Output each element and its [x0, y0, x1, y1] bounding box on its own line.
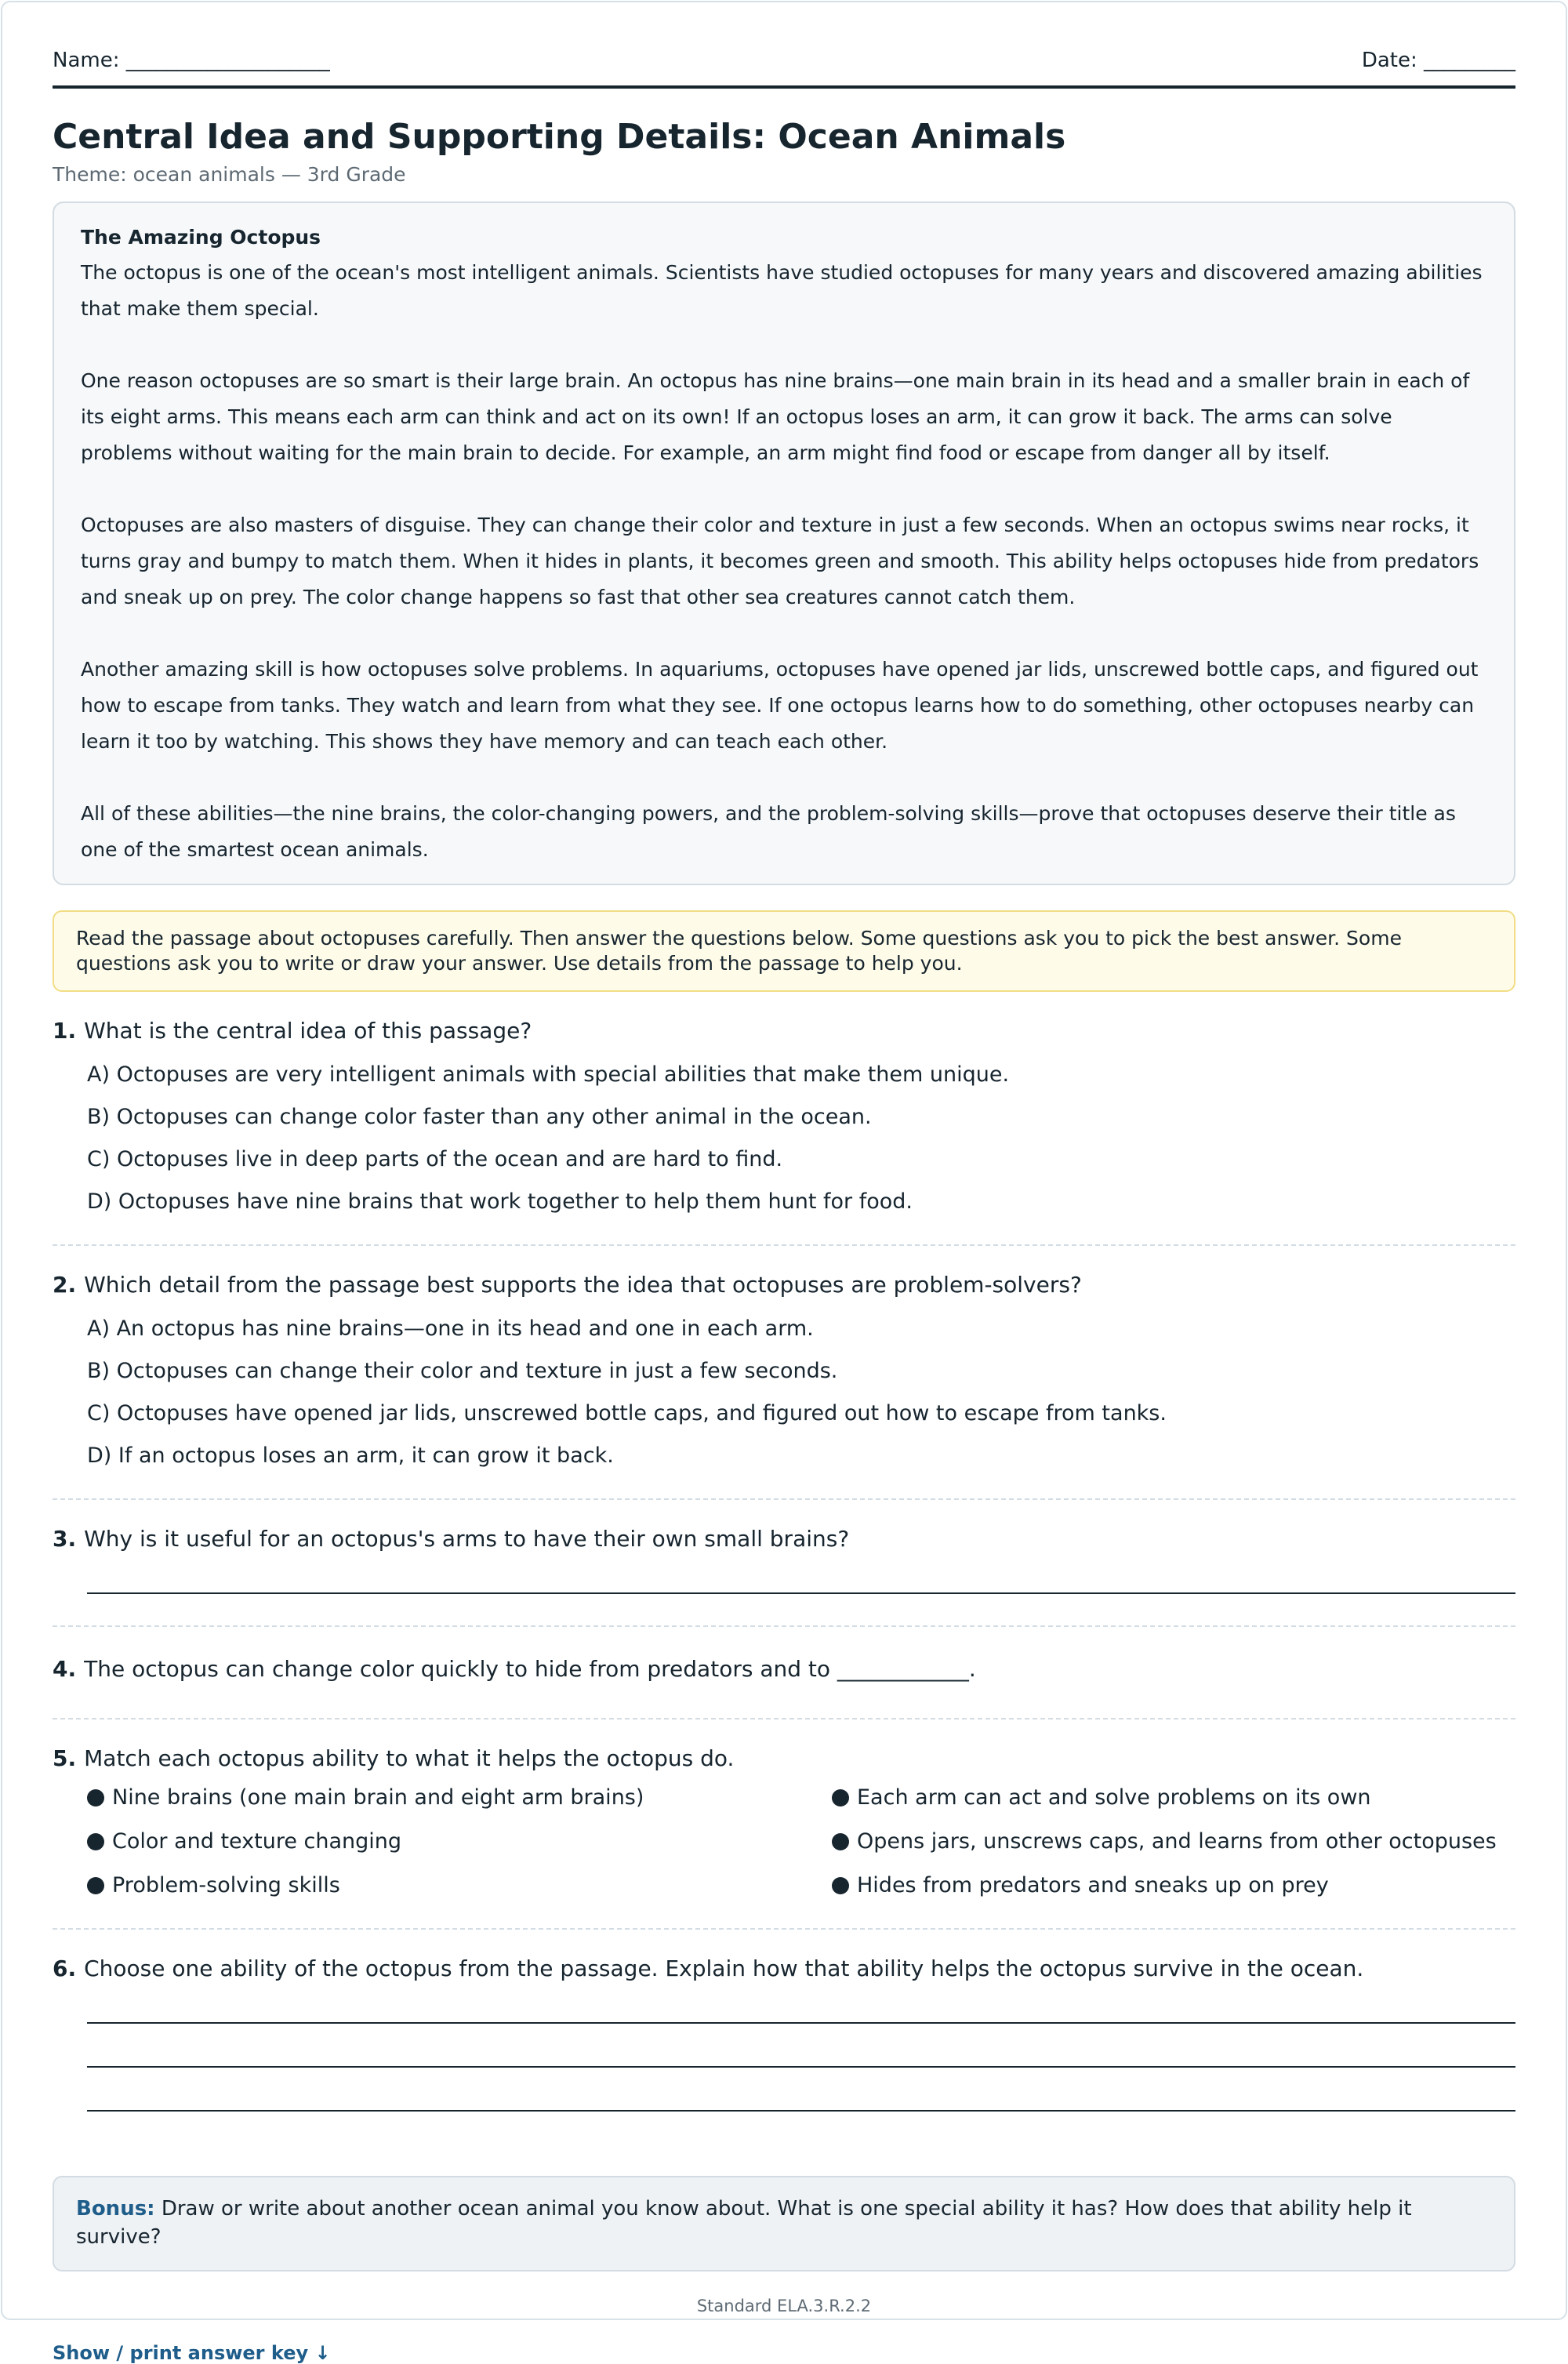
name-date-row [53, 46, 1515, 89]
answer-key-link[interactable]: Show / print answer key ↓ [53, 2342, 331, 2364]
bonus-text: Draw or write about another ocean animal you know about. What is one special ability it has? How does that ability help it survive? [76, 2197, 1412, 2249]
question-3 [53, 1500, 1515, 1627]
question-text: What is the central idea of this passage? [84, 1018, 532, 1044]
bullet-dot-icon [832, 1877, 849, 1894]
standard-code: Standard ELA.3.R.2.2 [696, 2297, 872, 2315]
answer-choices [53, 1055, 1515, 1224]
passage-paragraph: One reason octopuses are so smart is their large brain. An octopus has nine brains—one main brain in its head and a smaller brain in each of its eight arms. This means each arm can think and act on its own! If an octopus loses an arm, it can grow it back. The arms can solve problems without waiting for the main brain to decide. For example, an arm might find food or escape from danger all by itself. [81, 369, 1470, 464]
question-stem [53, 1523, 1515, 1555]
passage-title: The Amazing Octopus [81, 226, 321, 249]
question-number: 2. [53, 1272, 77, 1298]
choice-c[interactable]: C) Octopuses live in deep parts of the ocean and are hard to find. [87, 1147, 783, 1171]
matching-grid [53, 1784, 1515, 1900]
choice-b[interactable]: B) Octopuses can change color faster than any other animal in the ocean. [87, 1105, 872, 1129]
question-1 [53, 992, 1515, 1246]
question-text: Why is it useful for an octopus's arms to have their own small brains? [84, 1526, 850, 1552]
choice-d[interactable]: D) If an octopus loses an arm, it can grow it back. [87, 1443, 614, 1468]
question-stem [53, 1015, 1515, 1047]
question-number: 3. [53, 1526, 77, 1552]
question-5 [53, 1719, 1515, 1930]
question-stem [53, 1953, 1515, 1985]
bullet-dot-icon [87, 1877, 104, 1894]
question-number: 6. [53, 1955, 77, 1981]
choice-d[interactable]: D) Octopuses have nine brains that work together to help them hunt for food. [87, 1189, 913, 1214]
passage-paragraph: Octopuses are also masters of disguise. They can change their color and texture in just a few seconds. When an octopus swims near rocks, it turns gray and bumpy to match them. When it hides in plants, it becomes green and smooth. This ability helps octopuses hide from predators and sneak up on prey. The color change happens so fast that other sea creatures cannot catch them. [81, 514, 1479, 608]
answer-line[interactable] [87, 2066, 1515, 2068]
choice-c[interactable]: C) Octopuses have opened jar lids, unscrewed bottle caps, and figured out how to escape from tanks. [87, 1401, 1167, 1425]
bullet-dot-icon [87, 1833, 104, 1850]
bullet-dot-icon [832, 1833, 849, 1850]
answer-line[interactable] [87, 2022, 1515, 2024]
question-text: Which detail from the passage best supports the idea that octopuses are problem-solvers? [84, 1272, 1082, 1298]
question-number: 4. [53, 1656, 77, 1682]
worksheet-page [1, 1, 1567, 2364]
answer-line[interactable] [87, 1592, 1515, 1594]
question-number: 1. [53, 1018, 77, 1044]
question-2 [53, 1246, 1515, 1500]
name-field: Name: ____________________ [53, 49, 330, 72]
choice-b[interactable]: B) Octopuses can change their color and texture in just a few seconds. [87, 1359, 838, 1383]
bullet-dot-icon [832, 1789, 849, 1807]
match-left-item[interactable]: Color and texture changing [87, 1828, 832, 1856]
question-stem [53, 1269, 1515, 1301]
reading-passage [53, 202, 1515, 885]
match-right-item[interactable]: Opens jars, unscrews caps, and learns from other octopuses [832, 1828, 1514, 1856]
question-text: The octopus can change color quickly to hide from predators and to ____________. [84, 1656, 976, 1682]
passage-paragraph: All of these abilities—the nine brains, the color-changing powers, and the problem-solving skills—prove that octopuses deserve their title as one of the smartest ocean animals. [81, 802, 1456, 861]
question-4 [53, 1627, 1515, 1719]
question-stem [53, 1654, 1515, 1685]
question-number: 5. [53, 1745, 77, 1771]
answer-line[interactable] [87, 2110, 1515, 2112]
bonus-label: Bonus: [76, 2197, 155, 2221]
match-left-item[interactable]: Nine brains (one main brain and eight arm brains) [87, 1784, 832, 1812]
match-right-item[interactable]: Hides from predators and sneaks up on prey [832, 1872, 1514, 1900]
question-stem [53, 1743, 1515, 1774]
passage-paragraph: Another amazing skill is how octopuses solve problems. In aquariums, octopuses have opened jar lids, unscrewed bottle caps, and figured out how to escape from tanks. They watch and learn from what they see. If one octopus learns how to do something, other octopuses nearby can learn it too by watching. This shows they have memory and can teach each other. [81, 658, 1479, 753]
question-6 [53, 1930, 1515, 2132]
page-title: Central Idea and Supporting Details: Ocean Animals [53, 117, 1066, 157]
instructions-box: Read the passage about octopuses carefully. Then answer the questions below. Some questions ask you to pick the best answer. Some questions ask you to write or draw your answer. Use details from the passage to help you. [53, 910, 1515, 992]
question-text: Choose one ability of the octopus from the passage. Explain how that ability helps the octopus survive in the ocean. [84, 1955, 1364, 1981]
passage-paragraph: The octopus is one of the ocean's most intelligent animals. Scientists have studied octopuses for many years and discovered amazing abilities that make them special. [81, 261, 1483, 320]
page-subtitle: Theme: ocean animals — 3rd Grade [53, 163, 406, 186]
match-left-item[interactable]: Problem-solving skills [87, 1872, 832, 1900]
match-right-item[interactable]: Each arm can act and solve problems on its own [832, 1784, 1514, 1812]
date-field: Date: _________ [1361, 49, 1515, 72]
answer-choices [53, 1309, 1515, 1478]
bullet-dot-icon [87, 1789, 104, 1807]
question-text: Match each octopus ability to what it helps the octopus do. [84, 1745, 735, 1771]
bonus-box [53, 2176, 1515, 2271]
choice-a[interactable]: A) Octopuses are very intelligent animals with special abilities that make them unique. [87, 1062, 1010, 1087]
choice-a[interactable]: A) An octopus has nine brains—one in its head and one in each arm. [87, 1316, 814, 1341]
